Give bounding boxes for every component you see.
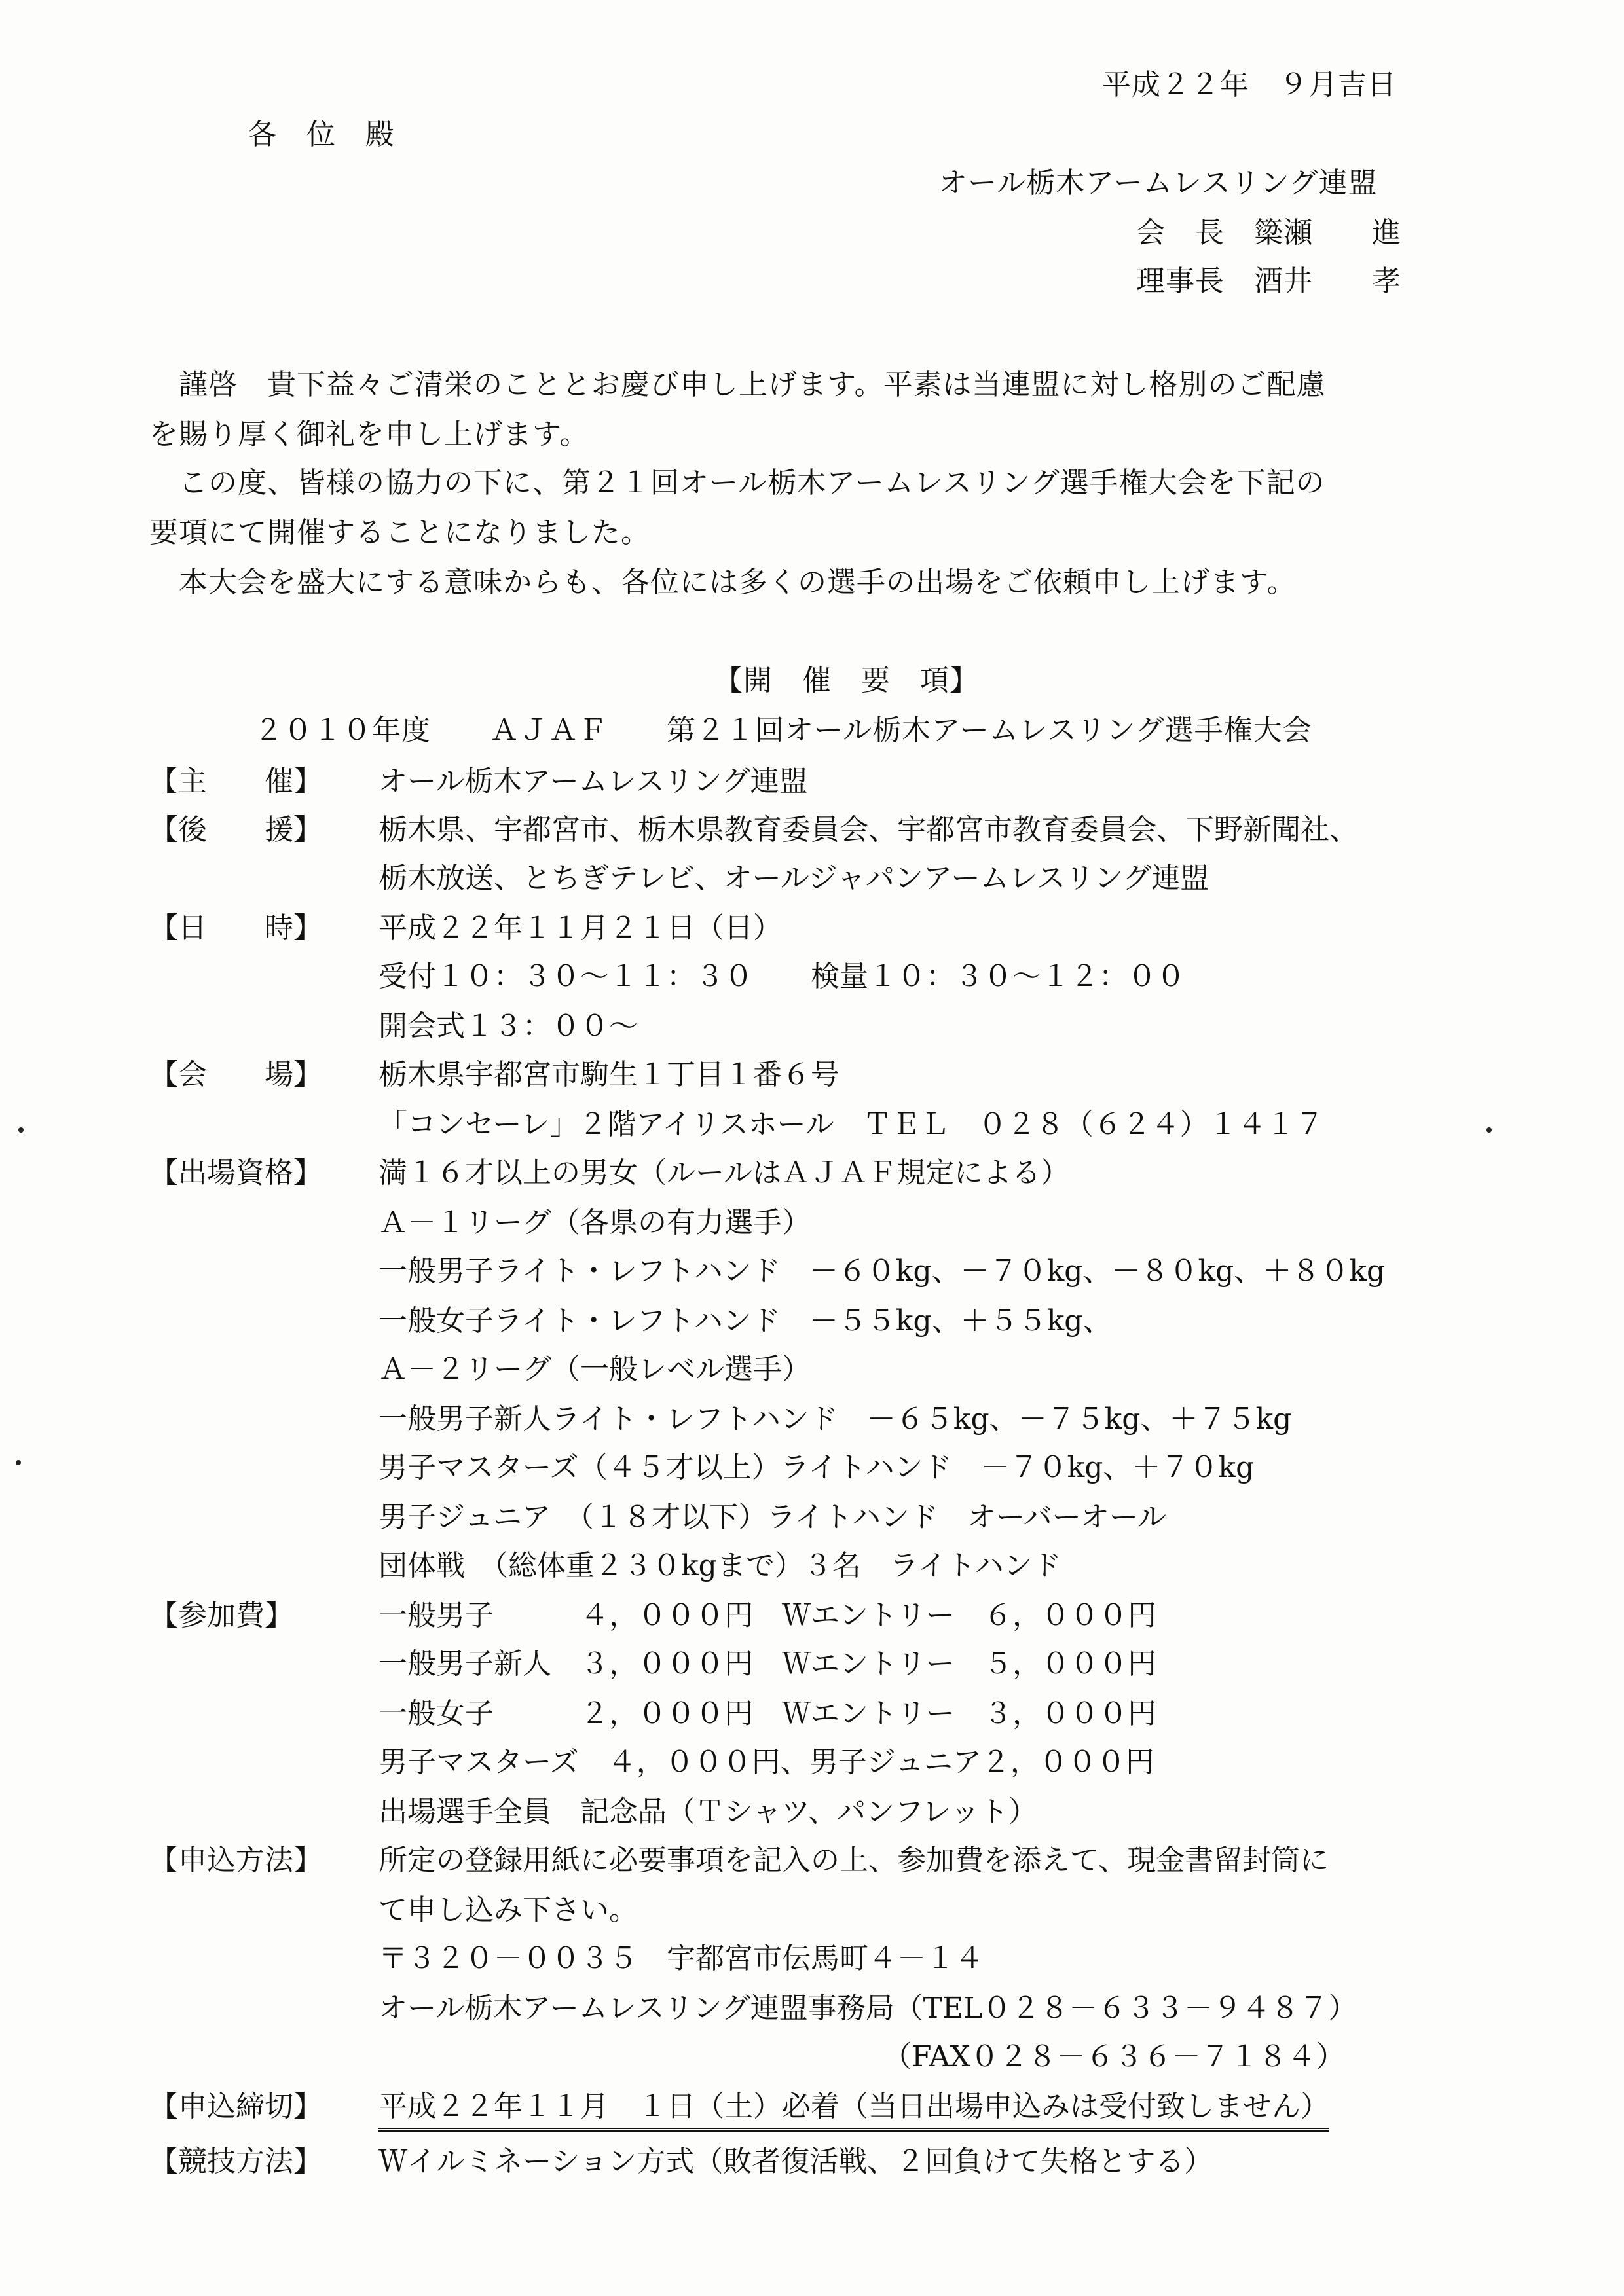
section-label-eligibility: 【出場資格】 bbox=[149, 1156, 322, 1190]
section-line: 満１６才以上の男女（ルールはＡＪＡＦ規定による） bbox=[378, 1156, 1070, 1190]
section-line: オール栃木アームレスリング連盟 bbox=[378, 765, 808, 798]
section-line: 出場選手全員 記念品（Ｔシャツ、パンフレット） bbox=[378, 1795, 1037, 1829]
section-label-competition: 【競技方法】 bbox=[149, 2145, 322, 2178]
section-line: 一般男子新人 ３，０００円 Ｗエントリー ５，０００円 bbox=[378, 1647, 1156, 1681]
section-label-venue: 【会 場】 bbox=[149, 1058, 322, 1091]
section-line: （FAX０２８－６３６－７１８４） bbox=[378, 2040, 1345, 2073]
section-line: 一般女子ライト・レフトハンド －５５kg、＋５５kg、 bbox=[378, 1304, 1112, 1338]
section-line: 男子マスターズ（４５才以上）ライトハンド －７０kg、＋７０kg bbox=[378, 1451, 1255, 1484]
recipient: 各 位 殿 bbox=[248, 118, 395, 151]
scan-speck bbox=[18, 1127, 24, 1133]
section-label-deadline: 【申込締切】 bbox=[149, 2090, 322, 2123]
scan-speck bbox=[16, 1460, 21, 1465]
president-name: 会 長 簗瀬 進 bbox=[1136, 216, 1401, 249]
section-line: 一般男子新人ライト・レフトハンド －６５kg、－７５kg、＋７５kg bbox=[378, 1402, 1292, 1436]
section-line: 一般女子 ２，０００円 Ｗエントリー ３，０００円 bbox=[378, 1697, 1156, 1730]
section-line: 「コンセーレ」２階アイリスホール ＴＥＬ ０２８（６２４）１４１７ bbox=[378, 1108, 1324, 1141]
section-line: 開会式１３：００～ bbox=[378, 1010, 638, 1043]
section-label-fees: 【参加費】 bbox=[149, 1599, 293, 1632]
body-paragraph-1-line-1: 謹啓 貴下益々ご清栄のこととお慶び申し上げます。平素は当連盟に対し格別のご配慮 bbox=[149, 368, 1326, 401]
section-line: 栃木県、宇都宮市、栃木県教育委員会、宇都宮市教育委員会、下野新聞社、 bbox=[378, 813, 1358, 847]
section-label-datetime: 【日 時】 bbox=[149, 911, 322, 945]
section-label-organizer: 【主 催】 bbox=[149, 765, 322, 798]
section-line: Ａ－１リーグ（各県の有力選手） bbox=[378, 1206, 811, 1239]
section-line: 平成２２年１１月２１日（日） bbox=[378, 911, 782, 945]
section-line: て申し込み下さい。 bbox=[378, 1893, 638, 1927]
section-line: 栃木放送、とちぎテレビ、オールジャパンアームレスリング連盟 bbox=[378, 862, 1209, 895]
section-label-application: 【申込方法】 bbox=[149, 1844, 322, 1877]
director-name: 理事長 酒井 孝 bbox=[1136, 264, 1401, 298]
section-line: 一般男子ライト・レフトハンド －６０kg、－７０kg、－８０kg、＋８０kg bbox=[378, 1254, 1386, 1288]
body-paragraph-3-line-1: 本大会を盛大にする意味からも、各位には多くの選手の出場をご依頼申し上げます。 bbox=[149, 566, 1297, 599]
section-line: オール栃木アームレスリング連盟事務局（TEL０２８－６３３－９４８７） bbox=[378, 1992, 1357, 2025]
organization-name: オール栃木アームレスリング連盟 bbox=[938, 166, 1378, 200]
body-paragraph-2-line-1: この度、皆様の協力の下に、第２１回オール栃木アームレスリング選手権大会を下記の bbox=[149, 466, 1325, 500]
section-line: 団体戦 （総体重２３０kgまで）３名 ライトハンド bbox=[378, 1549, 1061, 1582]
event-title: ２０１０年度 ＡＪＡＦ 第２１回オール栃木アームレスリング選手権大会 bbox=[254, 714, 1312, 747]
body-paragraph-1-line-2: を賜り厚く御礼を申し上げます。 bbox=[149, 418, 589, 451]
guidelines-heading: 【開 催 要 項】 bbox=[714, 664, 979, 697]
section-label-support: 【後 援】 bbox=[149, 813, 322, 847]
deadline-text: 平成２２年１１月 １日（土）必着（当日出場申込みは受付致しません） bbox=[378, 2087, 1329, 2132]
section-line: 受付１０：３０～１１：３０ 検量１０：３０～１２：００ bbox=[378, 960, 1185, 993]
section-line: 栃木県宇都宮市駒生１丁目１番６号 bbox=[378, 1058, 840, 1091]
section-line: 男子ジュニア （１８才以下）ライトハンド オーバーオール bbox=[378, 1501, 1166, 1534]
date: 平成２２年 ９月吉日 bbox=[1102, 68, 1397, 101]
section-line: Ｗイルミネーション方式（敗者復活戦、２回負けて失格とする） bbox=[378, 2145, 1213, 2178]
scan-speck bbox=[1486, 1127, 1492, 1133]
section-line: Ａ－２リーグ（一般レベル選手） bbox=[378, 1353, 811, 1386]
body-paragraph-2-line-2: 要項にて開催することになりました。 bbox=[149, 516, 650, 549]
section-line: 所定の登録用紙に必要事項を記入の上、参加費を添えて、現金書留封筒に bbox=[378, 1844, 1329, 1877]
section-line: 〒３２０－００３５ 宇都宮市伝馬町４－１４ bbox=[378, 1942, 984, 1975]
section-line: 一般男子 ４，０００円 Ｗエントリー ６，０００円 bbox=[378, 1599, 1156, 1632]
section-line: 男子マスターズ ４，０００円、男子ジュニア２，０００円 bbox=[378, 1745, 1154, 1779]
